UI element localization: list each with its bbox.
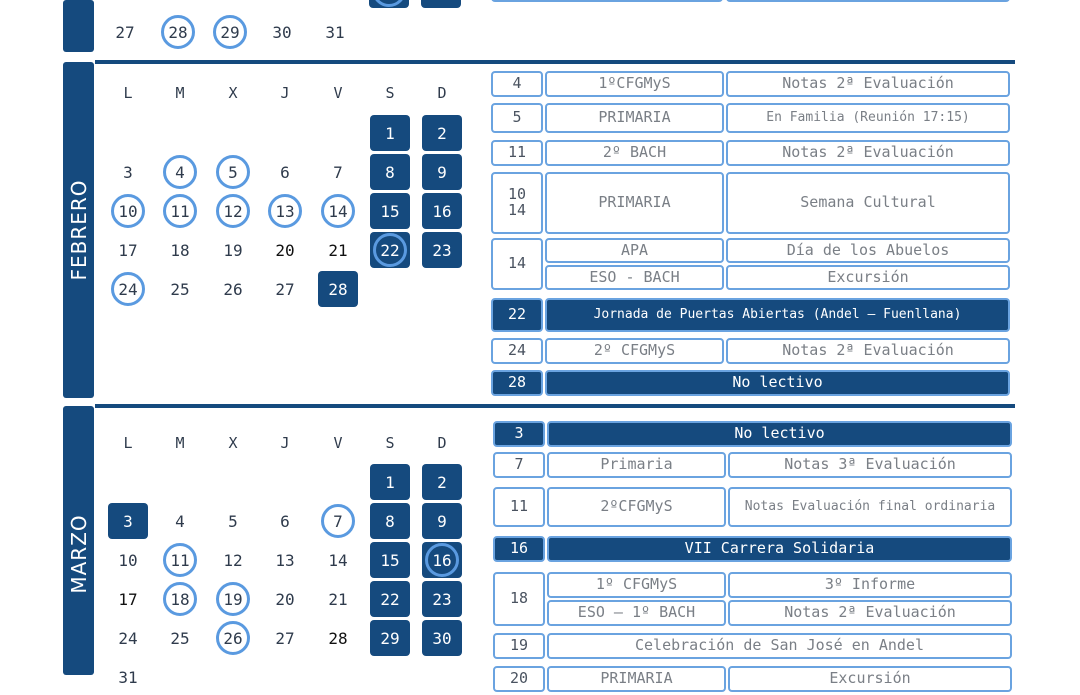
weekday-header: V — [333, 84, 343, 102]
weekday-header: J — [280, 434, 290, 452]
calendar-day[interactable]: 27 — [115, 22, 135, 42]
calendar-day[interactable]: 27 — [275, 279, 295, 299]
calendar-day[interactable]: 22 — [370, 581, 410, 617]
event-day-cell: 7 — [493, 452, 545, 478]
calendar-day[interactable]: 24 — [108, 271, 148, 307]
event-day-cell: 5 — [491, 103, 543, 133]
calendar-day-partial-2[interactable] — [421, 0, 461, 8]
event-group-cell: 2ºCFGMyS — [547, 487, 726, 527]
event-description-cell: Semana Cultural — [726, 172, 1010, 234]
event-group-cell: 1ºCFGMyS — [545, 71, 724, 97]
event-description-cell: Jornada de Puertas Abiertas (Andel – Fuenllana) — [545, 298, 1010, 332]
calendar-day[interactable]: 10 — [118, 550, 138, 570]
weekday-header: S — [385, 434, 395, 452]
event-group-cell: ESO – 1º BACH — [547, 600, 726, 626]
calendar-day[interactable]: 6 — [280, 511, 290, 531]
calendar-day[interactable]: 3 — [123, 162, 133, 182]
month-label: FEBRERO — [67, 179, 91, 281]
event-description-cell: Notas 2ª Evaluación — [726, 338, 1010, 364]
event-group-cell: PRIMARIA — [547, 666, 726, 692]
weekday-header: D — [437, 84, 447, 102]
calendar-day[interactable]: 4 — [160, 154, 200, 190]
calendar-day[interactable]: 4 — [175, 511, 185, 531]
calendar-day[interactable]: 26 — [223, 279, 243, 299]
event-description-cell: No lectivo — [545, 370, 1010, 396]
calendar-day[interactable]: 28 — [328, 628, 348, 648]
weekday-header: S — [385, 84, 395, 102]
calendar-day[interactable]: 25 — [170, 279, 190, 299]
event-day-cell: 11 — [493, 487, 545, 527]
calendar-day[interactable]: 2 — [422, 115, 462, 151]
calendar-day[interactable]: 9 — [422, 154, 462, 190]
calendar-day[interactable]: 30 — [422, 620, 462, 656]
calendar-day[interactable]: 12 — [213, 193, 253, 229]
weekday-header: D — [437, 434, 447, 452]
calendar-day[interactable]: 7 — [333, 162, 343, 182]
event-description-cell: En Familia (Reunión 17:15) — [726, 103, 1010, 133]
weekday-header: V — [333, 434, 343, 452]
calendar-day[interactable]: 5 — [213, 154, 253, 190]
event-group-cell: 2º CFGMyS — [545, 338, 724, 364]
event-day-cell: 28 — [491, 370, 543, 396]
calendar-day[interactable]: 7 — [318, 503, 358, 539]
calendar-day[interactable]: 28 — [318, 271, 358, 307]
calendar-day[interactable]: 3 — [108, 503, 148, 539]
calendar-day[interactable]: 10 — [108, 193, 148, 229]
event-day-cell: 18 — [493, 572, 545, 626]
calendar-day[interactable]: 5 — [228, 511, 238, 531]
event-group-cell: ESO - BACH — [545, 265, 724, 290]
calendar-day[interactable]: 21 — [328, 240, 348, 260]
event-description-cell: Notas 2ª Evaluación — [726, 140, 1010, 166]
event-group-cell: 2º BACH — [545, 140, 724, 166]
calendar-day[interactable]: 1 — [370, 464, 410, 500]
event-description-cell: 3º Informe — [728, 572, 1012, 598]
calendar-day[interactable]: 31 — [325, 22, 345, 42]
calendar-day[interactable]: 12 — [223, 550, 243, 570]
event-day-cell: 16 — [493, 536, 545, 562]
calendar-day[interactable]: 20 — [275, 589, 295, 609]
calendar-day[interactable]: 14 — [328, 550, 348, 570]
calendar-day[interactable]: 16 — [422, 542, 462, 578]
event-group-cell: 1º CFGMyS — [547, 572, 726, 598]
weekday-header: M — [175, 434, 185, 452]
weekday-header: J — [280, 84, 290, 102]
event-description-cell: VII Carrera Solidaria — [547, 536, 1012, 562]
weekday-header: L — [123, 84, 133, 102]
event-day-cell: 22 — [491, 298, 543, 332]
weekday-header: X — [228, 84, 238, 102]
event-group-cell: APA — [545, 238, 724, 263]
calendar-day[interactable]: 20 — [275, 240, 295, 260]
event-description-cell: Excursión — [726, 265, 1010, 290]
event-description-cell: Celebración de San José en Andel — [547, 633, 1012, 659]
event-day-cell: 10 14 — [491, 172, 543, 234]
calendar-day[interactable]: 24 — [118, 628, 138, 648]
calendar-day[interactable]: 15 — [370, 542, 410, 578]
calendar-day[interactable]: 17 — [118, 589, 138, 609]
calendar-day[interactable]: 1 — [370, 115, 410, 151]
calendar-day[interactable]: 23 — [422, 581, 462, 617]
event-day-cell: 4 — [491, 71, 543, 97]
section-divider — [95, 404, 1015, 408]
event-description-cell: No lectivo — [547, 421, 1012, 447]
weekday-header: M — [175, 84, 185, 102]
calendar-day[interactable]: 22 — [370, 232, 410, 268]
weekday-header: L — [123, 434, 133, 452]
event-day-cell: 3 — [493, 421, 545, 447]
calendar-day[interactable]: 31 — [118, 667, 138, 687]
event-description-cell: Notas 2ª Evaluación — [728, 600, 1012, 626]
event-description-cell: Notas Evaluación final ordinaria — [728, 487, 1012, 527]
calendar-day[interactable]: 17 — [118, 240, 138, 260]
event-cell-partial-2 — [726, 0, 1010, 2]
month-sidebar-enero — [63, 0, 94, 52]
calendar-day[interactable]: 26 — [213, 620, 253, 656]
calendar-day[interactable]: 14 — [318, 193, 358, 229]
calendar-day-partial-1[interactable] — [369, 0, 409, 8]
event-description-cell: Notas 3ª Evaluación — [728, 452, 1012, 478]
section-divider — [95, 60, 1015, 64]
calendar-day[interactable]: 9 — [422, 503, 462, 539]
event-description-cell: Excursión — [728, 666, 1012, 692]
calendar-day[interactable]: 19 — [213, 581, 253, 617]
month-label: MARZO — [67, 514, 91, 594]
weekday-header: X — [228, 434, 238, 452]
calendar-day[interactable]: 6 — [280, 162, 290, 182]
calendar-day[interactable]: 21 — [328, 589, 348, 609]
event-description-cell: Día de los Abuelos — [726, 238, 1010, 263]
event-group-cell: PRIMARIA — [545, 172, 724, 234]
calendar-day[interactable]: 30 — [272, 22, 292, 42]
calendar-day[interactable]: 8 — [370, 154, 410, 190]
calendar-day[interactable]: 11 — [160, 193, 200, 229]
calendar-day[interactable]: 18 — [170, 240, 190, 260]
calendar-day[interactable]: 16 — [422, 193, 462, 229]
event-day-cell: 24 — [491, 338, 543, 364]
calendar-day[interactable]: 25 — [170, 628, 190, 648]
event-day-cell: 11 — [491, 140, 543, 166]
event-day-cell: 20 — [493, 666, 545, 692]
event-day-cell: 14 — [491, 238, 543, 290]
calendar-day[interactable]: 11 — [160, 542, 200, 578]
calendar-day[interactable]: 13 — [275, 550, 295, 570]
calendar-day[interactable]: 27 — [275, 628, 295, 648]
calendar-day[interactable]: 2 — [422, 464, 462, 500]
event-description-cell: Notas 2ª Evaluación — [726, 71, 1010, 97]
event-group-cell: PRIMARIA — [545, 103, 724, 133]
calendar-day[interactable]: 13 — [265, 193, 305, 229]
calendar-day[interactable]: 29 — [370, 620, 410, 656]
calendar-day[interactable]: 8 — [370, 503, 410, 539]
event-cell-partial-1 — [491, 0, 723, 2]
calendar-day[interactable]: 18 — [160, 581, 200, 617]
event-day-cell: 19 — [493, 633, 545, 659]
calendar-day[interactable]: 19 — [223, 240, 243, 260]
calendar-day[interactable]: 15 — [370, 193, 410, 229]
calendar-day[interactable]: 28 — [158, 14, 198, 50]
calendar-day[interactable]: 23 — [422, 232, 462, 268]
calendar-day[interactable]: 29 — [210, 14, 250, 50]
event-group-cell: Primaria — [547, 452, 726, 478]
